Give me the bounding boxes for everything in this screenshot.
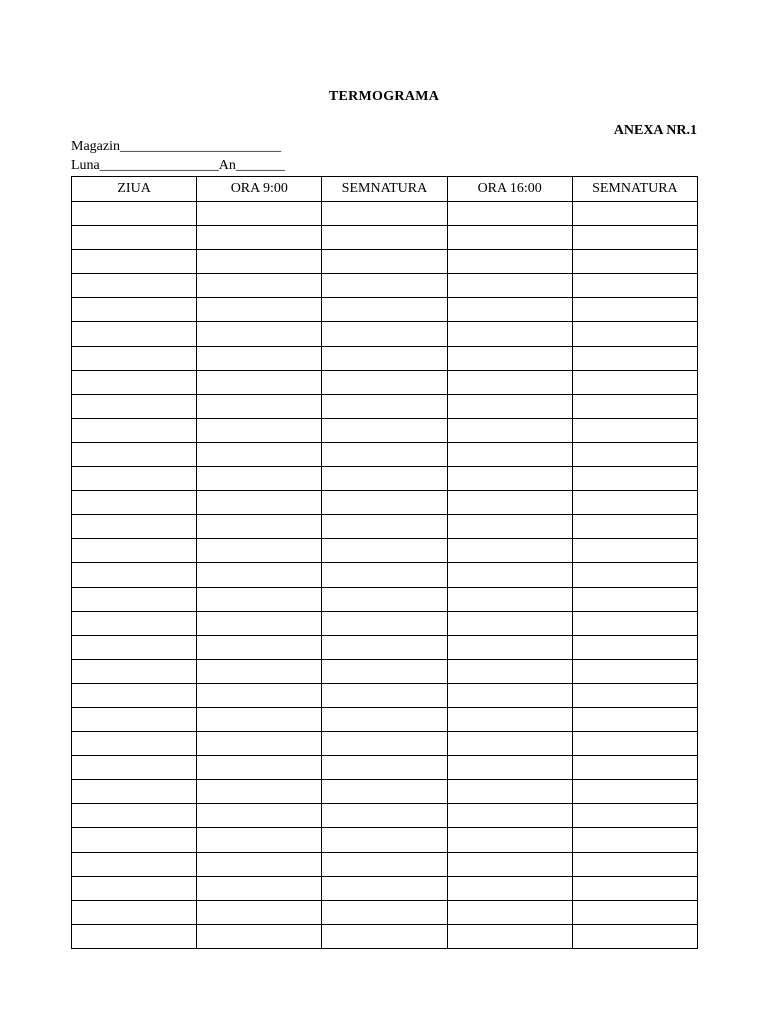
table-cell — [572, 587, 697, 611]
table-cell — [72, 539, 197, 563]
table-cell — [197, 852, 322, 876]
table-cell — [572, 756, 697, 780]
table-cell — [322, 274, 447, 298]
table-cell — [72, 250, 197, 274]
table-cell — [72, 491, 197, 515]
table-cell — [572, 346, 697, 370]
table-cell — [72, 394, 197, 418]
table-cell — [447, 732, 572, 756]
table-cell — [447, 587, 572, 611]
table-cell — [197, 611, 322, 635]
table-cell — [572, 852, 697, 876]
table-cell — [572, 611, 697, 635]
table-row — [72, 756, 698, 780]
table-cell — [322, 370, 447, 394]
table-cell — [72, 732, 197, 756]
table-cell — [322, 635, 447, 659]
table-cell — [572, 683, 697, 707]
table-cell — [572, 370, 697, 394]
month-year-field: Luna_________________An_______ — [71, 158, 285, 173]
table-row — [72, 852, 698, 876]
table-cell — [447, 346, 572, 370]
table-cell — [72, 322, 197, 346]
table-cell — [447, 467, 572, 491]
table-row — [72, 683, 698, 707]
table-cell — [197, 828, 322, 852]
table-cell — [572, 274, 697, 298]
table-cell — [322, 659, 447, 683]
table-row — [72, 394, 698, 418]
table-row — [72, 491, 698, 515]
table-cell — [72, 563, 197, 587]
table-cell — [572, 298, 697, 322]
table-cell — [197, 587, 322, 611]
table-cell — [322, 924, 447, 948]
table-cell — [572, 900, 697, 924]
table-cell — [197, 804, 322, 828]
table-cell — [572, 828, 697, 852]
table-cell — [322, 250, 447, 274]
table-cell — [197, 346, 322, 370]
table-cell — [197, 250, 322, 274]
table-row — [72, 804, 698, 828]
table-cell — [322, 467, 447, 491]
table-row — [72, 659, 698, 683]
table-row — [72, 370, 698, 394]
table-cell — [322, 491, 447, 515]
table-cell — [197, 467, 322, 491]
table-cell — [322, 707, 447, 731]
table-cell — [447, 780, 572, 804]
table-cell — [72, 274, 197, 298]
table-cell — [197, 539, 322, 563]
table-cell — [572, 804, 697, 828]
header-day: ZIUA — [72, 177, 197, 202]
table-cell — [72, 226, 197, 250]
table-cell — [572, 394, 697, 418]
table-cell — [322, 226, 447, 250]
table-cell — [447, 322, 572, 346]
table-cell — [447, 635, 572, 659]
table-cell — [572, 322, 697, 346]
table-cell — [72, 611, 197, 635]
table-cell — [197, 442, 322, 466]
header-time-16: ORA 16:00 — [447, 177, 572, 202]
table-cell — [322, 539, 447, 563]
table-cell — [322, 202, 447, 226]
table-cell — [572, 467, 697, 491]
table-cell — [447, 828, 572, 852]
table-cell — [572, 226, 697, 250]
table-cell — [322, 828, 447, 852]
table-cell — [322, 394, 447, 418]
table-cell — [72, 418, 197, 442]
table-cell — [447, 370, 572, 394]
table-cell — [447, 515, 572, 539]
table-cell — [197, 924, 322, 948]
table-cell — [72, 635, 197, 659]
temperature-log-table — [71, 176, 698, 949]
header-signature-2: SEMNATURA — [572, 177, 697, 202]
table-row — [72, 418, 698, 442]
table-cell — [572, 418, 697, 442]
table-row — [72, 274, 698, 298]
table-cell — [72, 659, 197, 683]
table-row — [72, 635, 698, 659]
table-cell — [447, 683, 572, 707]
table-cell — [572, 442, 697, 466]
table-cell — [72, 515, 197, 539]
table-cell — [322, 418, 447, 442]
table-cell — [322, 876, 447, 900]
table-cell — [197, 515, 322, 539]
table-cell — [72, 804, 197, 828]
table-cell — [197, 659, 322, 683]
table-cell — [197, 780, 322, 804]
header-signature-1: SEMNATURA — [322, 177, 447, 202]
table-cell — [322, 611, 447, 635]
table-cell — [447, 707, 572, 731]
table-cell — [197, 900, 322, 924]
table-cell — [322, 900, 447, 924]
table-row — [72, 322, 698, 346]
table-cell — [572, 563, 697, 587]
table-cell — [197, 683, 322, 707]
table-cell — [197, 394, 322, 418]
table-cell — [322, 515, 447, 539]
table-cell — [72, 442, 197, 466]
table-cell — [322, 563, 447, 587]
table-cell — [72, 780, 197, 804]
document-title: TERMOGRAMA — [328, 89, 440, 104]
table-cell — [447, 539, 572, 563]
table-cell — [572, 876, 697, 900]
table-cell — [197, 876, 322, 900]
table-cell — [72, 876, 197, 900]
table-cell — [447, 924, 572, 948]
table-row — [72, 202, 698, 226]
table-cell — [72, 828, 197, 852]
table-cell — [322, 322, 447, 346]
table-cell — [72, 298, 197, 322]
table-cell — [197, 563, 322, 587]
table-cell — [197, 370, 322, 394]
table-cell — [72, 587, 197, 611]
table-cell — [72, 467, 197, 491]
table-cell — [447, 298, 572, 322]
table-cell — [197, 756, 322, 780]
table-cell — [322, 852, 447, 876]
table-cell — [572, 539, 697, 563]
table-row — [72, 780, 698, 804]
table-cell — [447, 394, 572, 418]
table-cell — [322, 732, 447, 756]
table-cell — [447, 611, 572, 635]
table-cell — [72, 900, 197, 924]
table-cell — [447, 250, 572, 274]
table-cell — [447, 418, 572, 442]
header-time-9: ORA 9:00 — [197, 177, 322, 202]
table-cell — [197, 274, 322, 298]
table-cell — [572, 491, 697, 515]
table-cell — [447, 442, 572, 466]
table-cell — [447, 202, 572, 226]
table-cell — [447, 659, 572, 683]
table-cell — [322, 683, 447, 707]
table-row — [72, 900, 698, 924]
table-row — [72, 298, 698, 322]
table-cell — [72, 756, 197, 780]
table-cell — [72, 202, 197, 226]
table-cell — [572, 659, 697, 683]
table-row — [72, 515, 698, 539]
table-cell — [447, 563, 572, 587]
table-row — [72, 732, 698, 756]
table-row — [72, 346, 698, 370]
table-row — [72, 924, 698, 948]
table-cell — [447, 756, 572, 780]
table-cell — [572, 515, 697, 539]
table-cell — [572, 202, 697, 226]
table-row — [72, 467, 698, 491]
table-cell — [197, 298, 322, 322]
table-row — [72, 876, 698, 900]
table-cell — [322, 346, 447, 370]
table-row — [72, 250, 698, 274]
table-cell — [72, 852, 197, 876]
table-header-row — [72, 177, 698, 202]
table-row — [72, 442, 698, 466]
table-cell — [322, 756, 447, 780]
table-cell — [447, 804, 572, 828]
table-cell — [572, 732, 697, 756]
table-cell — [197, 732, 322, 756]
table-cell — [197, 226, 322, 250]
table-cell — [572, 250, 697, 274]
table-cell — [322, 587, 447, 611]
table-cell — [447, 226, 572, 250]
table-cell — [72, 707, 197, 731]
table-cell — [572, 780, 697, 804]
table-cell — [72, 924, 197, 948]
table-cell — [322, 780, 447, 804]
table-row — [72, 587, 698, 611]
table-body — [72, 202, 698, 949]
table-cell — [197, 635, 322, 659]
table-cell — [447, 852, 572, 876]
table-cell — [72, 683, 197, 707]
table-cell — [72, 346, 197, 370]
annex-label: ANEXA NR.1 — [613, 123, 697, 138]
table-cell — [197, 707, 322, 731]
table-cell — [447, 274, 572, 298]
table-cell — [447, 900, 572, 924]
table-cell — [572, 635, 697, 659]
table-row — [72, 226, 698, 250]
table-cell — [572, 924, 697, 948]
table-cell — [197, 418, 322, 442]
table-row — [72, 707, 698, 731]
table-cell — [197, 202, 322, 226]
table-cell — [197, 322, 322, 346]
table-cell — [72, 370, 197, 394]
table-cell — [197, 491, 322, 515]
table-cell — [447, 876, 572, 900]
store-field: Magazin_______________________ — [71, 139, 281, 154]
table-cell — [322, 804, 447, 828]
table-cell — [447, 491, 572, 515]
table-row — [72, 563, 698, 587]
table-cell — [322, 298, 447, 322]
table-cell — [322, 442, 447, 466]
table-row — [72, 539, 698, 563]
table-row — [72, 611, 698, 635]
table-row — [72, 828, 698, 852]
table-cell — [572, 707, 697, 731]
